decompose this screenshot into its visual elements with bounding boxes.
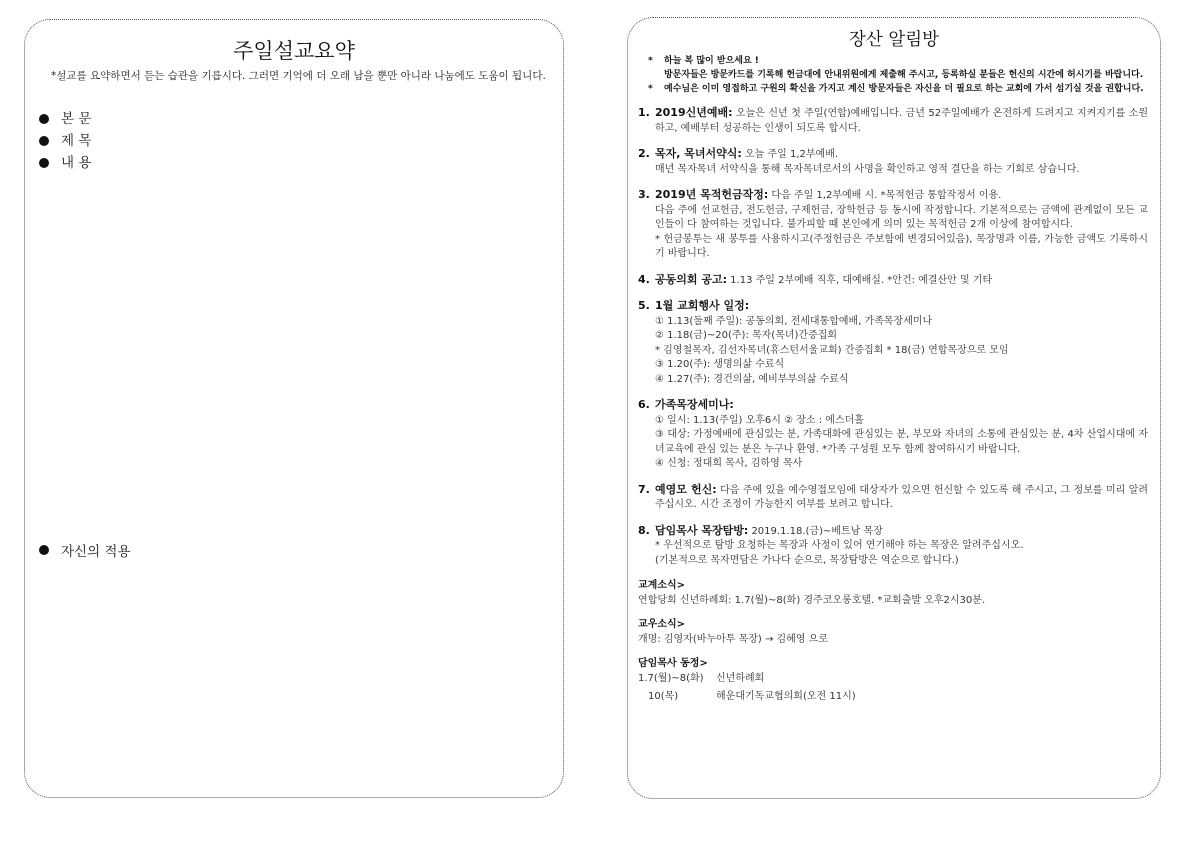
- sermon-summary-panel: [24, 19, 564, 798]
- guide-note: [648, 82, 1153, 96]
- member-news-section: [638, 618, 1148, 647]
- announcements-title: 장산 알림방: [848, 30, 940, 50]
- announcement-item: [638, 483, 1148, 513]
- bullet-dot-icon: [39, 545, 49, 555]
- item-heading: 2019신년예배:: [655, 106, 733, 119]
- item-heading: 목자, 목녀서약식:: [655, 147, 742, 160]
- item-text: ④ 신청: 정대희 목사, 김하영 목사: [655, 458, 803, 469]
- sermon-summary-title: 주일설교요약: [233, 39, 355, 63]
- schedule-row: [638, 672, 1148, 687]
- section-heading: 담임목사 동정>: [638, 658, 708, 669]
- item-text: ③ 1.20(주): 생명의삶 수료식: [655, 359, 785, 370]
- schedule-text: 신년하례회: [716, 672, 765, 684]
- schedule-date: 10(목): [648, 691, 679, 702]
- sermon-bullets: [39, 108, 91, 174]
- bullet-label: 본 문: [61, 111, 92, 127]
- bullet-title: [39, 130, 91, 152]
- item-number: 2.: [638, 147, 650, 160]
- item-text: * 헌금봉투는 새 봉투를 사용하시고(주정헌금은 주보함에 변경되어있음), 목장명과 이름, 가능한 금액도 기록하시기 바랍니다.: [655, 233, 1148, 259]
- item-text: (기본적으로 목자면담은 가나다 순으로, 목장탐방은 역순으로 합니다.): [655, 554, 959, 566]
- item-text: 다음 주에 있을 예수영접모임에 대상자가 있으면 헌신할 수 있도록 해 주시고, 그 정보를 미리 알려주십시오. 시간 조정이 가능한지 여부를 보려고 합니다.: [655, 484, 1149, 510]
- item-number: 7.: [638, 482, 650, 496]
- visitor-guide: [648, 54, 1153, 96]
- schedule-date: 1.7(월)~8(화): [638, 672, 704, 684]
- item-heading: 담임목사 목장탐방:: [655, 523, 749, 537]
- announcement-item: [638, 188, 1148, 262]
- item-text: 1.13 주일 2부예배 직후, 대예배실. *안건: 예결산안 및 기타: [730, 274, 993, 286]
- section-heading: 교계소식>: [638, 580, 686, 591]
- section-text: 연합당회 신년하례회: 1.7(월)~8(화) 경주코오롱호텔. *교회출발 오후2시30분.: [638, 594, 986, 606]
- section-heading: 교우소식>: [638, 619, 686, 630]
- item-heading: 2019년 목적헌금작정:: [655, 188, 769, 201]
- bullet-content: [39, 152, 91, 174]
- announcement-item: [638, 398, 1148, 472]
- item-text: 오늘은 신년 첫 주일(연합)예배입니다. 금년 52주일예배가 온전하게 드려지고 지켜지기를 소원하고, 예배부터 성공하는 인생이 되도록 합시다.: [655, 108, 1148, 134]
- bullet-text-passage: [39, 108, 91, 130]
- item-text: ② 1.18(금)~20(주): 목자(목녀)간증집회: [655, 330, 838, 341]
- schedule-row: [638, 690, 1148, 705]
- guide-note: [648, 54, 1153, 82]
- pastor-schedule-section: [638, 657, 1148, 705]
- item-heading: 1월 교회행사 일정:: [655, 299, 750, 312]
- item-text: 2019.1.18.(금)~베트남 목장: [751, 525, 883, 537]
- item-number: 5.: [638, 299, 650, 312]
- guide-line: 하늘 복 많이 받으세요 !: [664, 56, 759, 66]
- item-text: ④ 1.27(주): 경건의삶, 예비부부의삶 수료식: [655, 373, 849, 385]
- church-news-section: [638, 579, 1148, 608]
- schedule-text: 해운대기독교협의회(오전 11시): [716, 691, 856, 702]
- section-text: 개명: 김영자(바누아투 목장) → 김혜영 으로: [638, 633, 829, 645]
- announcements-panel: [627, 17, 1161, 799]
- item-text: ① 1.13(둘째 주일): 공동의회, 전세대통합예배, 가족목장세미나: [655, 315, 933, 327]
- item-text: ③ 대상: 가정예배에 관심있는 분, 가족대화에 관심있는 분, 부모와 자녀의 소통에 관심있는 분, 4차 산업시대에 자녀교육에 관심 있는 분은 누구나 환영. *가족 구성원 모두 함께 참여하시기 바랍니다.: [655, 429, 1148, 455]
- item-text: 다음 주에 선교헌금, 전도헌금, 구제헌금, 장학헌금 등 동시에 작정합니다. 기본적으로는 금액에 관계없이 모든 교인들이 다 참여하는 것입니다. 불가피할 때 본인에게 의미 있는 목적헌금 2개 이상에 참여합시다.: [655, 204, 1148, 230]
- announcement-item: [638, 147, 1148, 177]
- item-number: 4.: [638, 272, 650, 286]
- bullet-dot-icon: [39, 158, 49, 168]
- item-text: 매년 목자목녀 서약식을 통해 목자목녀로서의 사명을 확인하고 영적 결단을 하는 기회로 삼습니다.: [655, 163, 1080, 175]
- bullet-label: 제 목: [61, 133, 92, 149]
- item-text: ① 일시: 1.13(주일) 오후6시 ② 장소 : 에스더홀: [655, 414, 864, 426]
- star-icon: *: [648, 84, 653, 94]
- announcement-item: [638, 299, 1148, 387]
- bullet-dot-icon: [39, 136, 49, 146]
- item-heading: 공동의회 공고:: [655, 272, 727, 286]
- item-number: 6.: [638, 398, 650, 411]
- announcement-item: [638, 106, 1148, 136]
- bullet-label: 내 용: [61, 155, 92, 171]
- item-heading: 가족목장세미나:: [655, 398, 734, 411]
- item-number: 1.: [638, 106, 650, 119]
- announcement-item: [638, 524, 1148, 569]
- item-text: 오늘 주일 1,2부예배.: [744, 149, 839, 160]
- item-number: 3.: [638, 188, 650, 201]
- bullet-label: 자신의 적용: [61, 544, 131, 560]
- sermon-summary-note: *설교를 요약하면서 듣는 습관을 기릅시다. 그러면 기억에 더 오래 남을 뿐만 아니라 나눔에도 도움이 됩니다.: [51, 70, 546, 82]
- bullet-dot-icon: [39, 114, 49, 124]
- item-number: 8.: [638, 523, 650, 537]
- announcement-list: [638, 106, 1148, 715]
- item-heading: 예영모 헌신:: [655, 482, 717, 496]
- bullet-application: [39, 540, 131, 560]
- announcement-item: [638, 273, 1148, 289]
- guide-line: 예수님은 이미 영접하고 구원의 확신을 가지고 계신 방문자들은 자신을 더 필요로 하는 교회에 가서 섬기실 것을 권합니다.: [664, 84, 1144, 94]
- guide-line: 방문자들은 방문카드를 기록해 헌금대에 안내위원에게 제출해 주시고, 등록하실 분들은 헌신의 시간에 허시기를 바랍니다.: [664, 70, 1144, 80]
- item-text: * 우선적으로 탐방 요청하는 목장과 사정이 있어 연기해야 하는 목장은 알려주십시오.: [655, 540, 1024, 551]
- item-text: * 김영철목자, 김선자목녀(휴스턴서울교회) 간증집회 * 18(금) 연합목장으로 모임: [655, 344, 1009, 356]
- item-text: 다음 주일 1,2부예배 시. *목적헌금 통합작정서 이용.: [771, 190, 1002, 201]
- star-icon: *: [648, 56, 653, 66]
